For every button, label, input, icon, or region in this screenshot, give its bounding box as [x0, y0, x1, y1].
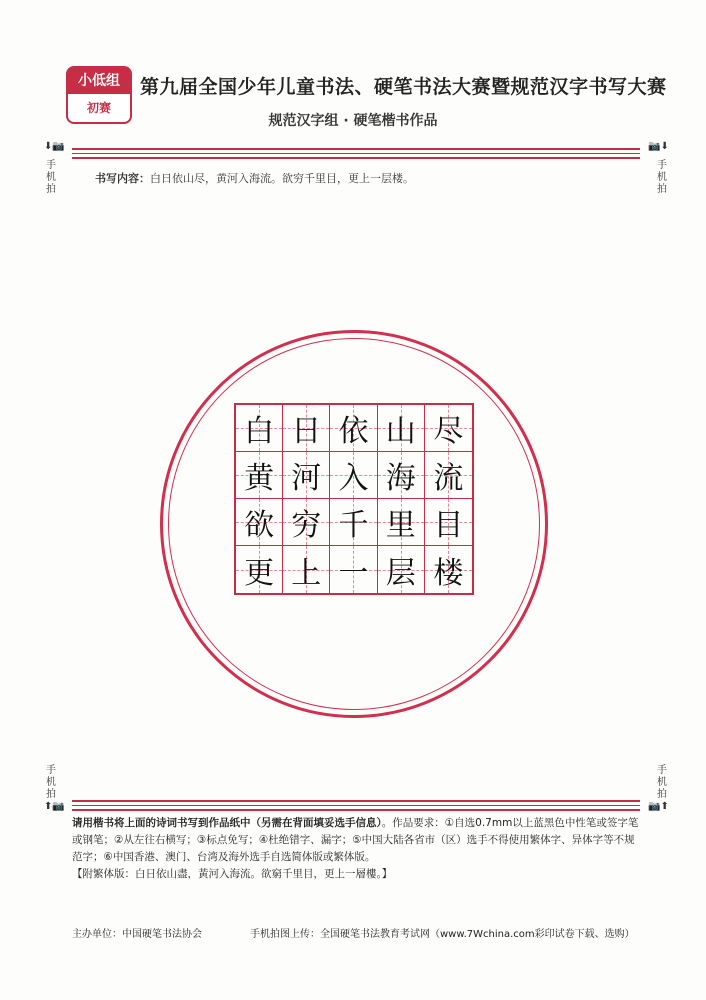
grid-char: 更 — [244, 555, 275, 591]
page-subtitle: 规范汉字组 · 硬笔楷书作品 — [268, 113, 438, 129]
top-left-camera-icon: ⬇📷 — [44, 141, 65, 152]
top-left-phone-text — [44, 160, 58, 196]
grid-char: 楼 — [433, 555, 464, 591]
organizer: 主办单位：中国硬笔书法协会 — [72, 929, 202, 940]
writing-grid — [234, 403, 474, 595]
phone-text: 手 机 拍 — [657, 160, 667, 195]
grid-char: 里 — [385, 508, 416, 543]
bottom-divider-1 — [72, 800, 640, 802]
bottom-divider-3 — [72, 809, 640, 811]
content-line — [95, 170, 414, 186]
grid-cell — [236, 452, 283, 499]
grid-cell — [283, 546, 330, 593]
grid-char: 一 — [338, 555, 369, 591]
grid-char: 层 — [385, 555, 416, 591]
grid-cell — [236, 546, 283, 593]
instructions — [72, 815, 642, 883]
grid-char: 河 — [291, 461, 322, 496]
grid-char: 穷 — [291, 508, 322, 543]
grid-char: 欲 — [244, 508, 275, 543]
grid-char: 海 — [385, 461, 416, 496]
page-title: 第九届全国少年儿童书法、硬笔书法大赛暨规范汉字书写大赛 — [140, 76, 667, 98]
grid-char: 山 — [385, 414, 416, 449]
grid-cell — [236, 405, 283, 452]
grid-cell — [378, 405, 425, 452]
grid-cell — [378, 499, 425, 546]
grid-char: 千 — [338, 508, 369, 543]
phone-text: 手 机 拍 — [46, 765, 56, 800]
grid-char: 上 — [291, 555, 322, 591]
content-text: 白日依山尽，黄河入海流。欲穷千里目，更上一层楼。 — [150, 172, 414, 185]
bottom-right-phone-text — [655, 765, 669, 801]
grid-cell — [283, 499, 330, 546]
badge-group-label: 小低组 — [68, 68, 130, 94]
grid-cell — [425, 499, 472, 546]
grid-char: 白 — [244, 414, 275, 449]
grid-char: 日 — [291, 414, 322, 449]
grid-cell — [378, 452, 425, 499]
top-divider-3 — [72, 157, 640, 159]
grid-cell — [425, 546, 472, 593]
grid-char: 依 — [338, 414, 369, 449]
grid-cell — [283, 405, 330, 452]
grid-char: 流 — [433, 461, 464, 496]
top-divider-2 — [72, 153, 640, 154]
grid-cell — [330, 452, 377, 499]
top-divider-1 — [72, 148, 640, 150]
top-right-camera-icon: 📷⬇ — [648, 141, 669, 152]
instructions-main: 请用楷书将上面的诗词书写到作品纸中（另需在背面填妥选手信息） — [72, 817, 382, 829]
grid-cell — [425, 452, 472, 499]
grid-cell — [283, 452, 330, 499]
bottom-left-phone-text — [44, 765, 58, 801]
grid-cell — [236, 499, 283, 546]
instructions-requirements: 。作品要求：①自选0.7mm以上蓝黑色中性笔或签字笔或钢笔；②从左往右横写；③标点免写；④杜绝错字、漏字；⑤中国大陆各省市（区）选手不得使用繁体字、异体字等不规范字；⑥中国香港、澳门、台湾及海外选手自选简体版或繁体版。 — [72, 817, 639, 863]
phone-text: 手 机 拍 — [657, 765, 667, 800]
grid-cell — [378, 546, 425, 593]
grid-char: 入 — [338, 461, 369, 496]
grid-cell — [330, 405, 377, 452]
badge-stage-label: 初赛 — [86, 101, 111, 115]
grid-cell — [330, 546, 377, 593]
grid-cell — [330, 499, 377, 546]
grid-char: 黄 — [244, 461, 275, 496]
bottom-divider-2 — [72, 805, 640, 806]
content-label: 书写内容： — [95, 172, 150, 185]
bottom-left-camera-icon: ⬆📷 — [44, 801, 65, 812]
upload-info: 手机拍图上传：全国硬笔书法教育考试网（www.7Wchina.com彩印试卷下载、选购） — [250, 929, 635, 940]
grid-cell — [425, 405, 472, 452]
grid-char: 尽 — [433, 414, 464, 449]
instructions-traditional: 【附繁体版：白日依山盡，黃河入海流。欲窮千里目，更上一層樓。】 — [72, 868, 393, 880]
bottom-right-camera-icon: 📷⬆ — [648, 801, 669, 812]
phone-text: 手 机 拍 — [46, 160, 56, 195]
top-right-phone-text — [655, 160, 669, 196]
grid-char: 目 — [433, 508, 464, 543]
